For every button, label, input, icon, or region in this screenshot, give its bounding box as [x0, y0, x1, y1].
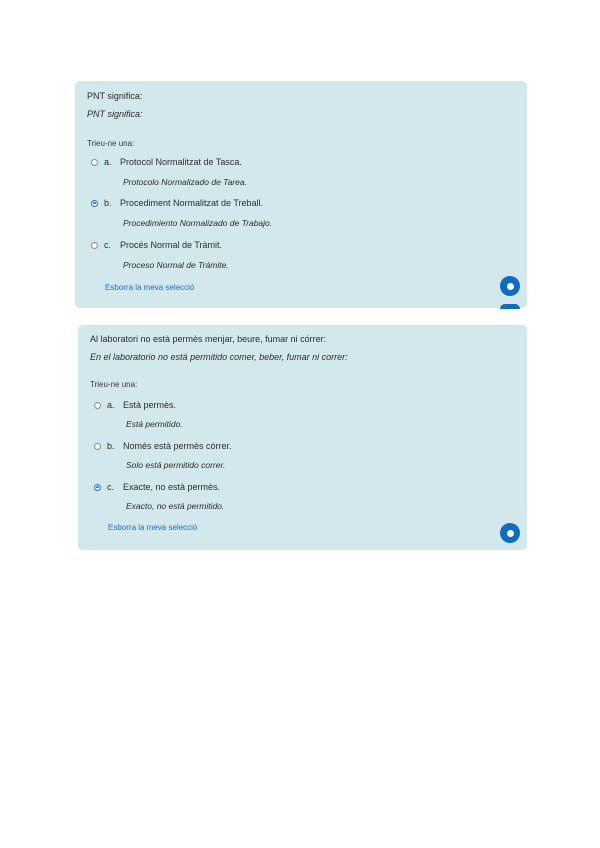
option-translation: Proceso Normal de Trámite. — [123, 260, 229, 270]
option-letter: b. — [107, 441, 115, 451]
option-label: Procés Normal de Tràmit. — [120, 240, 223, 250]
question-text: PNT significa: — [87, 91, 143, 101]
question-text-translation: PNT significa: — [87, 109, 143, 119]
radio-button[interactable] — [94, 402, 101, 409]
option-c[interactable] — [94, 480, 220, 494]
help-icon[interactable] — [500, 304, 520, 309]
help-icon[interactable] — [500, 276, 520, 296]
option-b[interactable] — [91, 196, 263, 210]
option-letter: a. — [107, 400, 115, 410]
question-card-1 — [75, 81, 527, 308]
choose-one-prompt: Trieu-ne una: — [90, 380, 138, 389]
option-letter: c. — [107, 482, 115, 492]
option-label: Protocol Normalitzat de Tasca. — [120, 157, 242, 167]
clear-selection-link[interactable]: Esborra la meva selecció — [108, 523, 198, 532]
option-translation: Exacto, no está permitido. — [126, 501, 225, 511]
option-label: Està permès. — [123, 400, 177, 410]
option-label: Exacte, no està permès. — [123, 482, 221, 492]
radio-button[interactable] — [94, 443, 101, 450]
option-translation: Solo está permitido correr. — [126, 460, 226, 470]
option-letter: a. — [104, 157, 112, 167]
option-a[interactable] — [94, 398, 176, 412]
choose-one-prompt: Trieu-ne una: — [87, 139, 135, 148]
option-b[interactable] — [94, 439, 232, 453]
question-card-2 — [78, 325, 527, 550]
radio-button[interactable] — [91, 159, 98, 166]
option-c[interactable] — [91, 238, 222, 252]
option-translation: Está permitido. — [126, 419, 183, 429]
option-label: Procediment Normalitzat de Treball. — [120, 198, 264, 208]
option-a[interactable] — [91, 155, 242, 169]
clear-selection-link[interactable]: Esborra la meva selecció — [105, 283, 195, 292]
option-translation: Protocolo Normalizado de Tarea. — [123, 177, 247, 187]
help-icon[interactable] — [500, 523, 520, 543]
radio-button-selected[interactable] — [91, 200, 98, 207]
question-text-translation: En el laboratorio no está permitido comer, beber, fumar ni correr: — [90, 352, 348, 362]
option-translation: Procedimiento Normalizado de Trabajo. — [123, 218, 273, 228]
option-letter: c. — [104, 240, 112, 250]
radio-button-selected[interactable] — [94, 484, 101, 491]
question-text: Al laboratori no està permès menjar, beure, fumar ni córrer: — [90, 334, 327, 344]
option-letter: b. — [104, 198, 112, 208]
option-label: Només està permès córrer. — [123, 441, 232, 451]
radio-button[interactable] — [91, 242, 98, 249]
